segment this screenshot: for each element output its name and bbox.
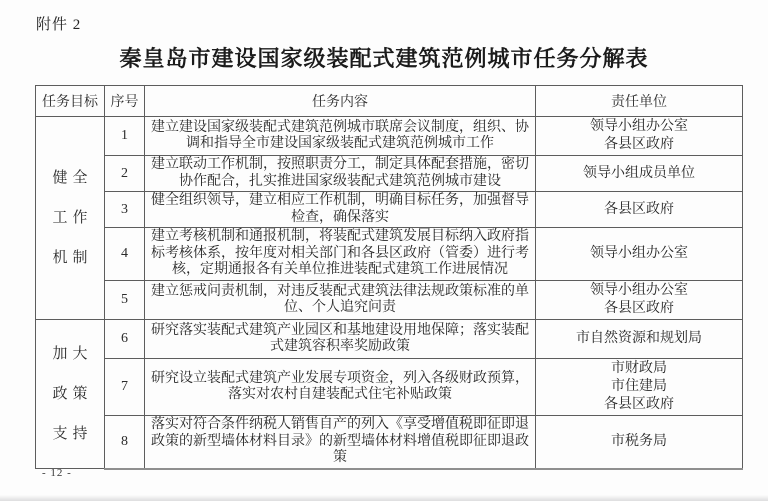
goal-line: 工作	[52, 210, 93, 226]
goal-line: 机制	[52, 250, 93, 266]
task-content-cell: 建立考核机制和通报机制，将装配式建筑发展目标纳入政府指标考核体系，按年度对相关部门和各县区政府（管委）进行考核，定期通报各有关单位推进装配式建筑工作进展情况	[145, 228, 536, 281]
unit-line: 市住建局	[611, 379, 667, 394]
row-number-cell: 4	[105, 228, 145, 281]
unit-line: 领导小组成员单位	[583, 165, 695, 181]
task-content-cell: 落实对符合条件纳税人销售自产的列入《享受增值税即征即退政策的新型墙体材料目录》的新型墙体材料增值税即征即退政策	[145, 416, 536, 469]
row-number-cell: 8	[105, 416, 145, 469]
unit-line: 领导小组办公室	[590, 283, 688, 298]
table-row	[36, 228, 743, 281]
responsible-units-cell	[536, 228, 743, 281]
goal-group-cell	[36, 320, 105, 469]
unit-line: 领导小组办公室	[590, 119, 688, 134]
table-row	[36, 156, 743, 192]
row-number-cell: 7	[105, 359, 145, 416]
page-number: - 12 -	[42, 467, 72, 479]
header-task-content: 任务内容	[145, 86, 536, 117]
table-row	[36, 320, 743, 359]
row-number-cell: 6	[105, 320, 145, 359]
unit-line: 市自然资源和规划局	[576, 331, 702, 346]
row-number-cell: 3	[105, 192, 145, 228]
task-content-cell: 健全组织领导，建立相应工作机制，明确目标任务，加强督导检查，确保落实	[145, 192, 536, 228]
document-title: 秦皇岛市建设国家级装配式建筑范例城市任务分解表	[119, 46, 649, 71]
responsible-units-cell	[536, 156, 743, 192]
table-row	[36, 281, 743, 320]
attachment-label: 附件 2	[36, 17, 82, 33]
task-content-cell: 建立惩戒问责机制，对违反装配式建筑法律法规政策标准的单位、个人追究问责	[145, 281, 536, 320]
table-row	[36, 117, 743, 156]
unit-line: 领导小组办公室	[590, 246, 688, 261]
responsible-units-cell	[536, 192, 743, 228]
unit-line: 市财政局	[611, 361, 667, 376]
table-header-row	[36, 86, 743, 117]
goal-line: 健全	[52, 170, 93, 186]
goal-line: 支持	[52, 426, 93, 442]
unit-line: 各县区政府	[604, 301, 674, 316]
header-task-goal: 任务目标	[36, 86, 105, 117]
unit-line: 各县区政府	[604, 397, 674, 412]
goal-line: 加大	[52, 346, 93, 362]
unit-line: 各县区政府	[604, 137, 674, 152]
header-serial-no: 序号	[105, 86, 145, 117]
unit-line: 各县区政府	[604, 201, 674, 217]
row-number-cell: 1	[105, 117, 145, 156]
responsible-units-cell	[536, 117, 743, 156]
goal-line: 政策	[52, 386, 93, 402]
responsible-units-cell	[536, 359, 743, 416]
scan-artifact-strip	[0, 495, 768, 501]
responsible-units-cell	[536, 320, 743, 359]
goal-group-cell	[36, 117, 105, 320]
unit-line: 市税务局	[611, 433, 667, 449]
row-number-cell: 2	[105, 156, 145, 192]
responsible-units-cell	[536, 281, 743, 320]
header-responsible-unit: 责任单位	[536, 86, 743, 117]
task-content-cell: 建立建设国家级装配式建筑范例城市联席会议制度，组织、协调和指导全市建设国家级装配式建筑范例城市工作	[145, 117, 536, 156]
task-breakdown-table	[35, 85, 743, 470]
task-content-cell: 研究落实装配式建筑产业园区和基地建设用地保障；落实装配式建筑容积率奖励政策	[145, 320, 536, 359]
task-content-cell: 研究设立装配式建筑产业发展专项资金，列入各级财政预算，落实对农村自建装配式住宅补贴政策	[145, 359, 536, 416]
table-row	[36, 192, 743, 228]
task-content-cell: 建立联动工作机制，按照职责分工，制定具体配套措施，密切协作配合，扎实推进国家级装配式建筑范例城市建设	[145, 156, 536, 192]
table-row	[36, 416, 743, 469]
table-row	[36, 359, 743, 416]
row-number-cell: 5	[105, 281, 145, 320]
responsible-units-cell	[536, 416, 743, 469]
